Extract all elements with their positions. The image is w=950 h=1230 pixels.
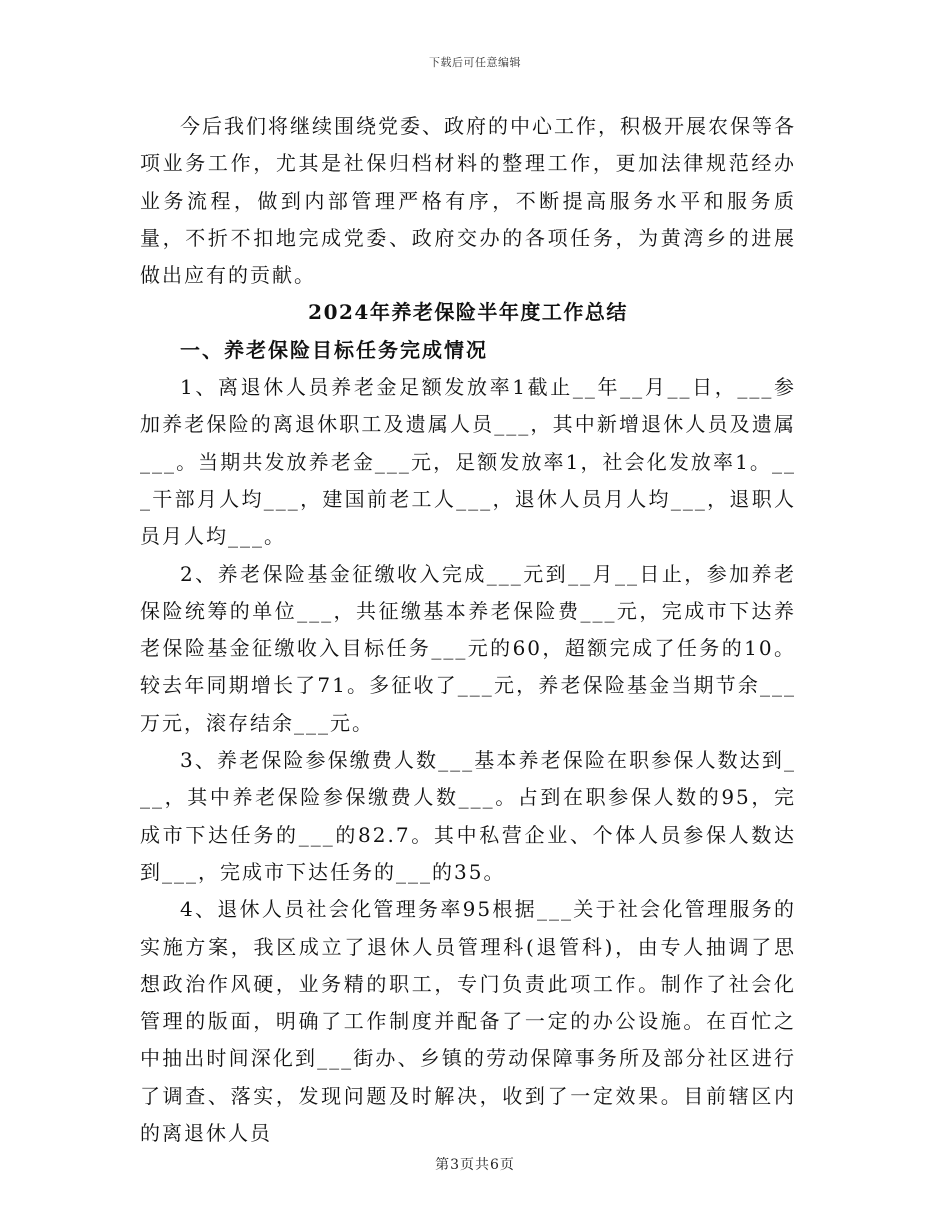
paragraph-item-1: 1、离退休人员养老金足额发放率1截止__年__月__日，___参加养老保险的离退休职工及遗属人员___，其中新增退休人员及遗属___。当期共发放养老金___元，足额发放率1，社会化发放率1。___干部月人均___，建国前老工人___，退休人员月人均___，退职人员月人均___。 — [140, 375, 796, 549]
page-number: 第3页共6页 — [435, 1157, 515, 1173]
document-body — [140, 108, 796, 1152]
page-header-note: 下载后可任意编辑 — [429, 56, 521, 69]
document-title: 2024年养老保险半年度工作总结 — [308, 300, 628, 325]
paragraph-item-2: 2、养老保险基金征缴收入完成___元到__月__日止，参加养老保险统筹的单位___，共征缴基本养老保险费___元，完成市下达养老保险基金征缴收入目标任务___元的60，超额完成了任务的10。较去年同期增长了71。多征收了___元，养老保险基金当期节余___万元，滚存结余___元。 — [140, 561, 796, 735]
intro-paragraph: 今后我们将继续围绕党委、政府的中心工作，积极开展农保等各项业务工作，尤其是社保归档材料的整理工作，更加法律规范经办业务流程，做到内部管理严格有序，不断提高服务水平和服务质量，不折不扣地完成党委、政府交办的各项任务，为黄湾乡的进展做出应有的贡献。 — [140, 114, 796, 288]
paragraph-item-4: 4、退休人员社会化管理务率95根据___关于社会化管理服务的实施方案，我区成立了退休人员管理科(退管科)，由专人抽调了思想政治作风硬，业务精的职工，专门负责此项工作。制作了社会化管理的版面，明确了工作制度并配备了一定的办公设施。在百忙之中抽出时间深化到___街办、乡镇的劳动保障事务所及部分社区进行了调查、落实，发现问题及时解决，收到了一定效果。目前辖区内的离退休人员 — [140, 897, 796, 1146]
paragraph-item-3: 3、养老保险参保缴费人数___基本养老保险在职参保人数达到___，其中养老保险参保缴费人数___。占到在职参保人数的95，完成市下达任务的___的82.7。其中私营企业、个体人员参保人数达到___，完成市下达任务的___的35。 — [140, 748, 796, 884]
section-heading: 一、养老保险目标任务完成情况 — [180, 337, 488, 362]
